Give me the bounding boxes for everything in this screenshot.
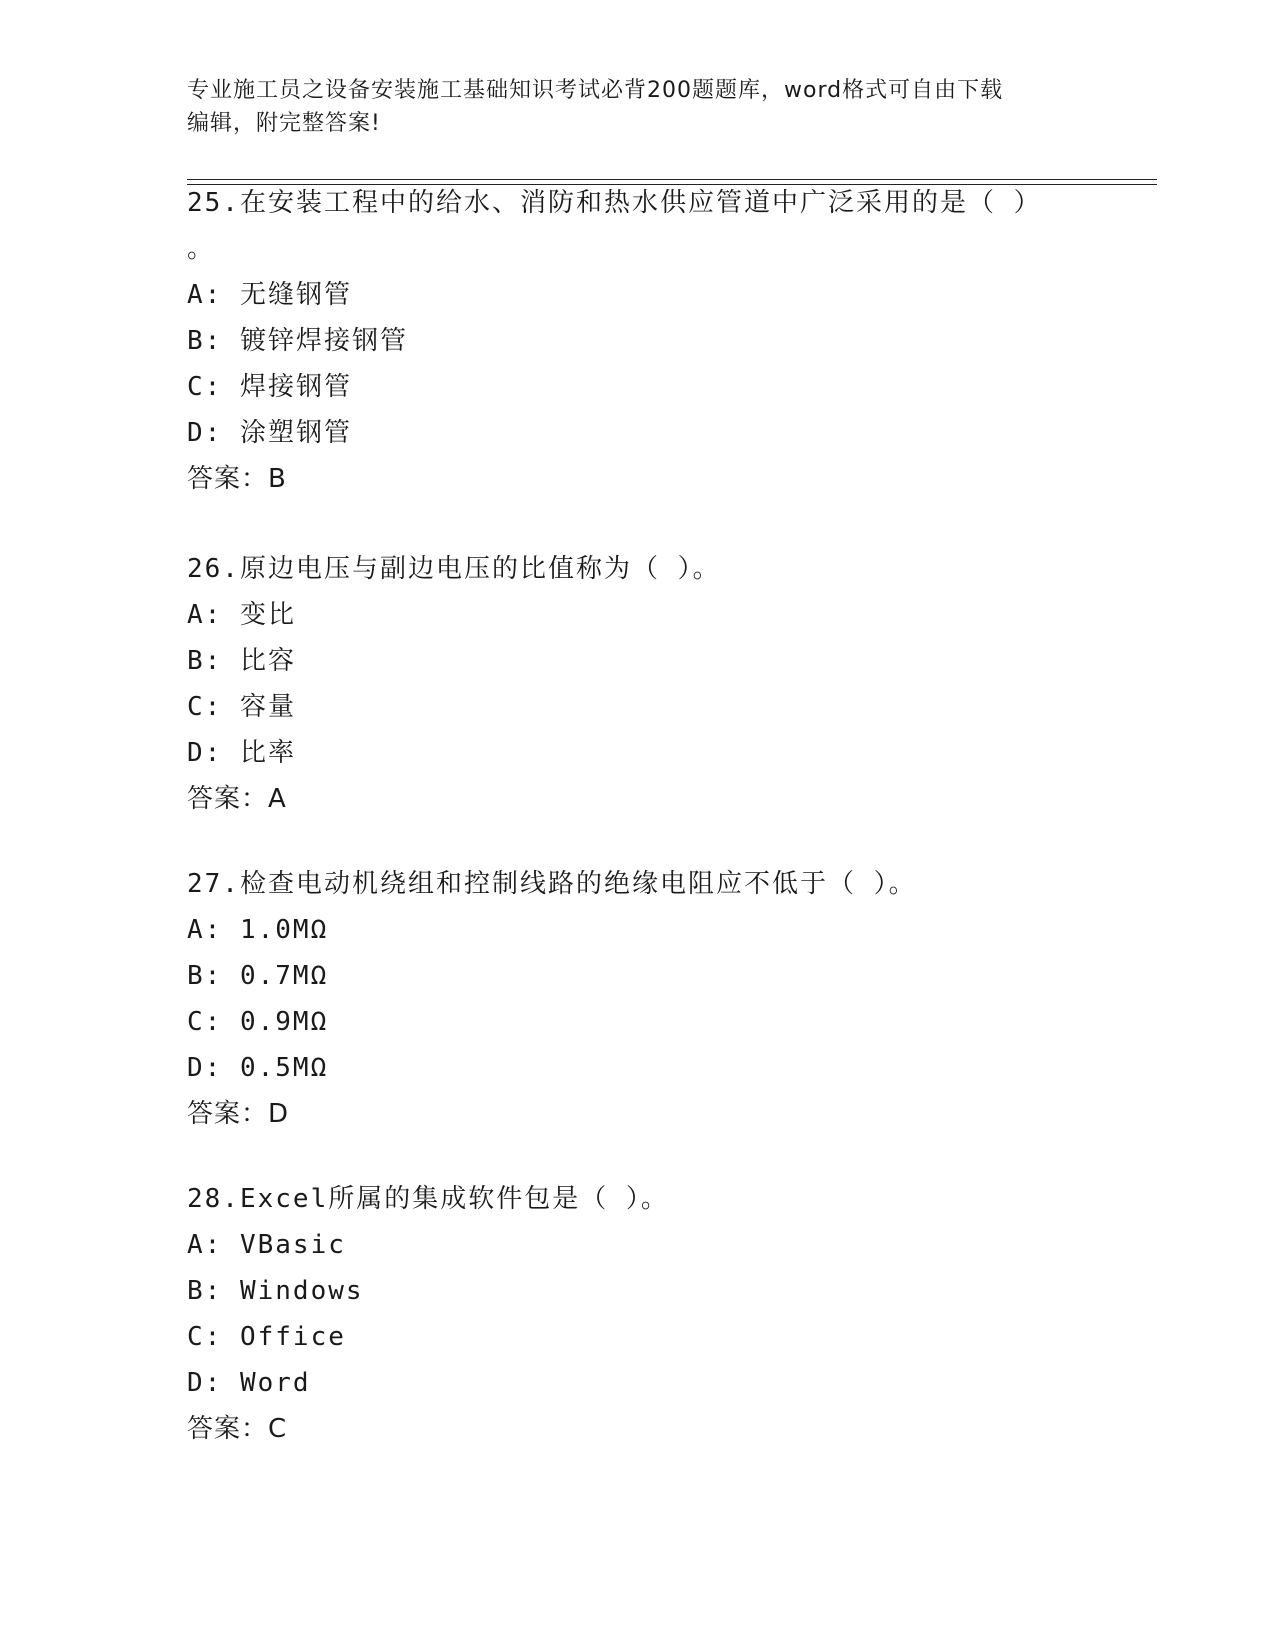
question-28 bbox=[187, 1176, 1157, 1452]
answer: 答案：C bbox=[187, 1414, 288, 1444]
document-header bbox=[187, 74, 1067, 140]
header-line-1: 专业施工员之设备安装施工基础知识考试必背200题题库，word格式可自由下载 bbox=[187, 78, 1004, 103]
option-c: C: Office bbox=[187, 1322, 346, 1352]
option-d: D: Word bbox=[187, 1368, 311, 1398]
option-c: C: 焊接钢管 bbox=[187, 372, 352, 402]
option-a: A: VBasic bbox=[187, 1230, 346, 1260]
question-25 bbox=[187, 180, 1157, 502]
question-26 bbox=[187, 546, 1157, 822]
option-b: B: 镀锌焊接钢管 bbox=[187, 326, 408, 356]
option-a: A: 1.0MΩ bbox=[187, 915, 329, 945]
answer: 答案：D bbox=[187, 1099, 290, 1129]
answer: 答案：A bbox=[187, 784, 287, 814]
option-d: D: 0.5MΩ bbox=[187, 1053, 329, 1083]
question-stem: 27.检查电动机绕组和控制线路的绝缘电阻应不低于（ ）。 bbox=[187, 869, 917, 899]
question-stem: 25.在安装工程中的给水、消防和热水供应管道中广泛采用的是（ ） bbox=[187, 188, 1042, 218]
option-b: B: 0.7MΩ bbox=[187, 961, 329, 991]
option-a: A: 变比 bbox=[187, 600, 296, 630]
question-27 bbox=[187, 861, 1157, 1137]
question-stem-continuation: 。 bbox=[187, 234, 216, 264]
question-stem: 26.原边电压与副边电压的比值称为（ ）。 bbox=[187, 554, 721, 584]
option-c: C: 0.9MΩ bbox=[187, 1007, 329, 1037]
option-a: A: 无缝钢管 bbox=[187, 280, 352, 310]
option-d: D: 涂塑钢管 bbox=[187, 418, 352, 448]
document-page bbox=[187, 0, 1157, 1650]
header-line-2: 编辑，附完整答案! bbox=[187, 111, 381, 136]
option-b: B: 比容 bbox=[187, 646, 296, 676]
question-stem: 28.Excel所属的集成软件包是（ ）。 bbox=[187, 1184, 669, 1214]
option-b: B: Windows bbox=[187, 1276, 364, 1306]
option-c: C: 容量 bbox=[187, 692, 296, 722]
answer: 答案：B bbox=[187, 464, 287, 494]
option-d: D: 比率 bbox=[187, 738, 296, 768]
